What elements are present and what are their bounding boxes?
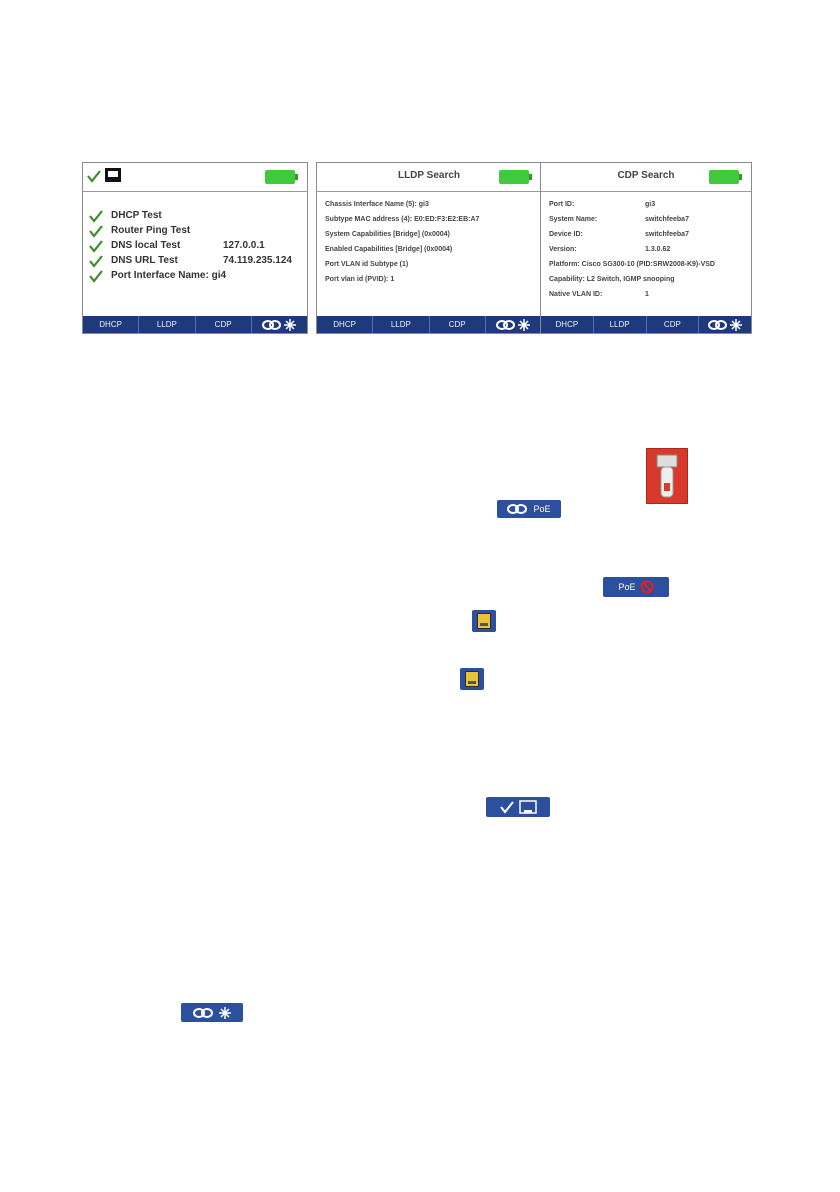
check-icon	[499, 800, 515, 814]
battery-icon	[265, 170, 295, 184]
poe-label: PoE	[618, 582, 636, 592]
battery-icon	[709, 170, 739, 184]
link-icon	[496, 319, 516, 331]
tab-lldp[interactable]: LLDP	[594, 316, 647, 333]
info-row: Platform: Cisco SG300-10 (PID:SRW2008-K9)-VSD	[549, 261, 715, 268]
tab-lldp[interactable]: LLDP	[139, 316, 195, 333]
cdp-search-screen	[540, 162, 752, 334]
screen-header	[317, 163, 541, 192]
info-row: Device ID: switchfeeba7	[549, 231, 689, 238]
info-row: Port vlan id (PVID): 1	[325, 276, 395, 283]
remote-device-icon	[460, 668, 484, 690]
info-row: Enabled Capabilities [Bridge] (0x0004)	[325, 246, 453, 253]
poe-blocked-icon	[603, 577, 669, 597]
battery-icon	[499, 170, 529, 184]
tab-link-flash[interactable]	[252, 316, 307, 333]
check-icon	[89, 239, 101, 251]
info-row: Capability: L2 Switch, IGMP snooping	[549, 276, 675, 283]
link-flash-icon	[181, 1003, 243, 1022]
screen-title: CDP Search	[617, 170, 675, 181]
lldp-search-screen	[316, 162, 542, 334]
tab-dhcp[interactable]: DHCP	[541, 316, 594, 333]
test-label: DNS URL Test	[111, 255, 178, 266]
plug-icon	[646, 448, 688, 504]
tab-link-flash[interactable]	[486, 316, 541, 333]
info-row: Chassis Interface Name (5): gi3	[325, 201, 429, 208]
test-value: 74.119.235.124	[223, 255, 292, 266]
check-icon	[87, 169, 99, 181]
tab-dhcp[interactable]: DHCP	[317, 316, 373, 333]
info-row: System Capabilities [Bridge] (0x0004)	[325, 231, 450, 238]
link-poe-icon	[497, 500, 561, 518]
test-label: Port Interface Name: gi4	[111, 270, 227, 281]
check-icon	[89, 254, 101, 266]
tab-link-flash[interactable]	[699, 316, 751, 333]
info-row: Port VLAN id Subtype (1)	[325, 261, 409, 268]
flash-icon	[219, 1007, 231, 1019]
check-icon	[89, 209, 101, 221]
tab-cdp[interactable]: CDP	[196, 316, 252, 333]
check-icon	[89, 269, 101, 281]
screen-title: LLDP Search	[397, 170, 461, 181]
tab-bar	[83, 316, 307, 333]
flash-icon	[284, 319, 296, 331]
port-icon	[105, 168, 121, 182]
check-icon	[89, 224, 101, 236]
link-icon	[708, 319, 728, 331]
flash-icon	[518, 319, 530, 331]
info-row: Port ID: gi3	[549, 201, 656, 208]
tab-bar	[541, 316, 751, 333]
screen-header	[83, 163, 307, 192]
no-icon	[640, 580, 654, 594]
info-row: Native VLAN ID: 1	[549, 291, 649, 298]
screen-header	[541, 163, 751, 192]
tab-cdp[interactable]: CDP	[647, 316, 700, 333]
link-icon	[193, 1007, 215, 1019]
info-row: Subtype MAC address (4): E0:ED:F3:E2:EB:A7	[325, 216, 480, 223]
test-label: Router Ping Test	[111, 225, 191, 236]
check-port-icon	[486, 797, 550, 817]
tab-dhcp[interactable]: DHCP	[83, 316, 139, 333]
tab-lldp[interactable]: LLDP	[373, 316, 429, 333]
info-row: Version: 1.3.0.62	[549, 246, 671, 253]
test-label: DNS local Test	[111, 240, 181, 251]
test-label: DHCP Test	[111, 210, 162, 221]
tab-bar	[317, 316, 541, 333]
remote-device-icon	[472, 610, 496, 632]
link-icon	[507, 503, 529, 515]
flash-icon	[730, 319, 742, 331]
info-row: System Name: switchfeeba7	[549, 216, 689, 223]
tab-cdp[interactable]: CDP	[430, 316, 486, 333]
test-results-screen	[82, 162, 308, 334]
port-icon	[519, 800, 537, 814]
cdp-info	[549, 199, 745, 304]
link-icon	[262, 319, 282, 331]
lldp-info	[325, 199, 535, 289]
test-value: 127.0.0.1	[223, 240, 265, 251]
poe-label: PoE	[533, 504, 551, 514]
